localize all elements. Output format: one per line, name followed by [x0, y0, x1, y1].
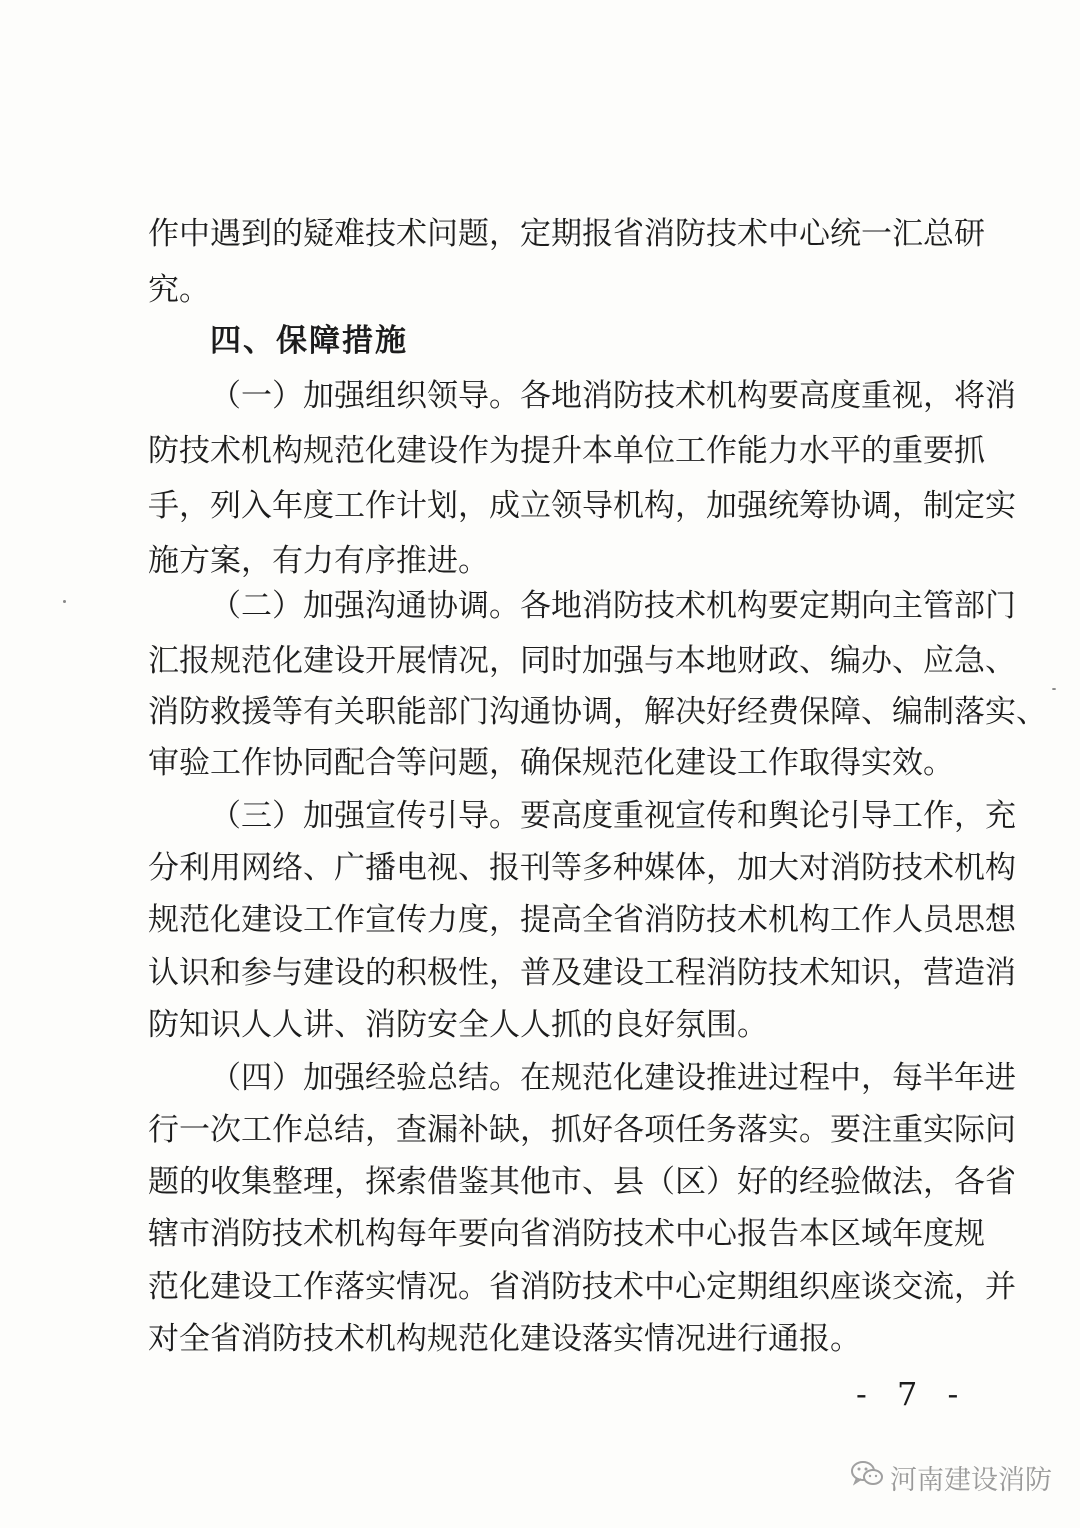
- watermark-text: 河南建设消防: [890, 1465, 1052, 1496]
- text-line: 防技术机构规范化建设作为提升本单位工作能力水平的重要抓: [148, 433, 985, 469]
- text-line: 行一次工作总结，查漏补缺，抓好各项任务落实。要注重实际问: [148, 1112, 1016, 1148]
- text-line: （一）加强组织领导。各地消防技术机构要高度重视，将消: [210, 378, 1016, 414]
- text-line: 题的收集整理，探索借鉴其他市、县（区）好的经验做法，各省: [148, 1164, 1016, 1200]
- text-line: 究。: [148, 272, 210, 308]
- page-number: - 7 -: [856, 1375, 969, 1413]
- text-line: 作中遇到的疑难技术问题，定期报省消防技术中心统一汇总研: [148, 216, 985, 252]
- text-line: 认识和参与建设的积极性，普及建设工程消防技术知识，营造消: [148, 955, 1016, 991]
- text-line: 分利用网络、广播电视、报刊等多种媒体，加大对消防技术机构: [148, 850, 1016, 886]
- text-line: 范化建设工作落实情况。省消防技术中心定期组织座谈交流，并: [148, 1269, 1016, 1305]
- scan-speck: [1052, 688, 1056, 690]
- scan-speck: [63, 600, 66, 603]
- wechat-icon: [850, 1459, 884, 1496]
- text-line: 手，列入年度工作计划，成立领导机构，加强统筹协调，制定实: [148, 488, 1016, 524]
- text-line: （四）加强经验总结。在规范化建设推进过程中，每半年进: [210, 1060, 1016, 1096]
- text-line: （三）加强宣传引导。要高度重视宣传和舆论引导工作，充: [210, 798, 1016, 834]
- text-line: 施方案，有力有序推进。: [148, 543, 489, 579]
- watermark: [850, 1458, 1052, 1497]
- text-line: 防知识人人讲、消防安全人人抓的良好氛围。: [148, 1007, 768, 1043]
- text-line: （二）加强沟通协调。各地消防技术机构要定期向主管部门: [210, 588, 1016, 624]
- section-heading: 四、保障措施: [210, 323, 408, 359]
- text-line: 消防救援等有关职能部门沟通协调，解决好经费保障、编制落实、: [148, 694, 1047, 730]
- text-line: 对全省消防技术机构规范化建设落实情况进行通报。: [148, 1321, 861, 1357]
- text-line: 规范化建设工作宣传力度，提高全省消防技术机构工作人员思想: [148, 902, 1016, 938]
- text-line: 辖市消防技术机构每年要向省消防技术中心报告本区域年度规: [148, 1216, 985, 1252]
- text-line: 汇报规范化建设开展情况，同时加强与本地财政、编办、应急、: [148, 643, 1016, 679]
- text-line: 审验工作协同配合等问题，确保规范化建设工作取得实效。: [148, 745, 954, 781]
